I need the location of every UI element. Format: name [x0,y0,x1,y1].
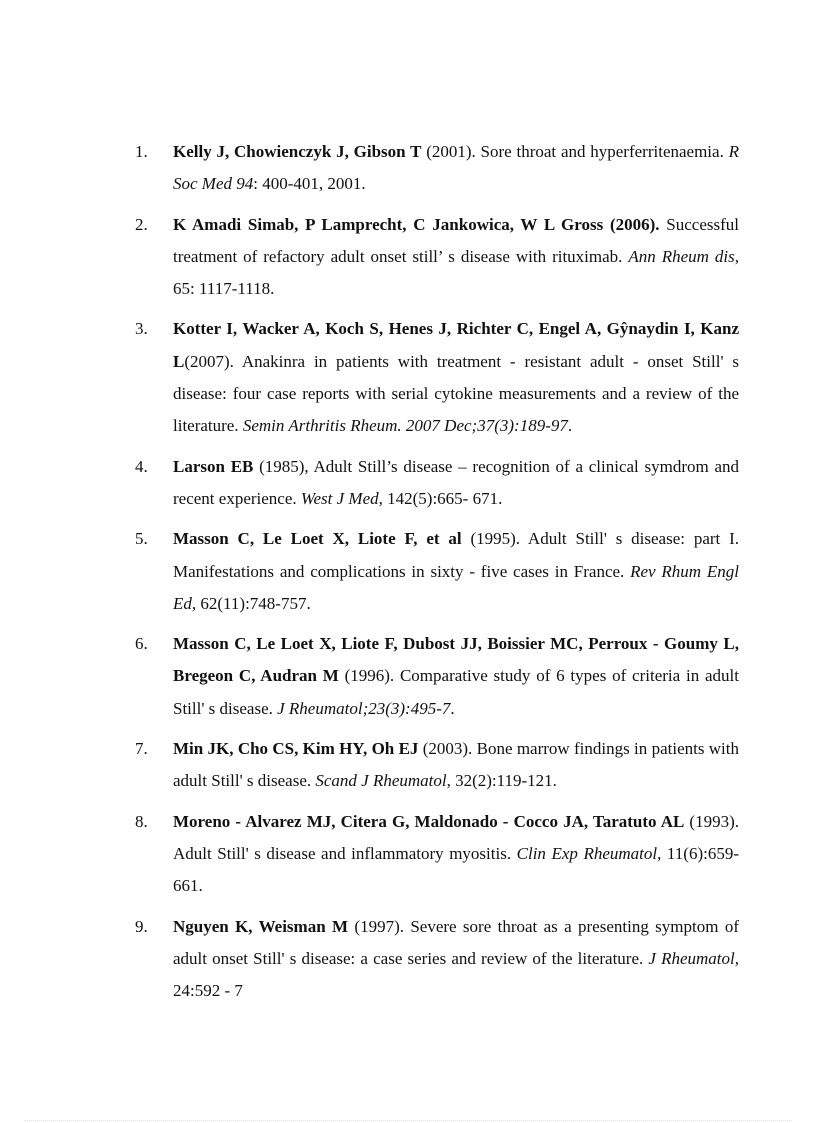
reference-text: (2007). Anakinra in patients with treatment - resistant adult - onset Still' s disease: four case reports with serial cytokine measurements and a review of the literature. [173,351,739,436]
reference-journal: Rev Rhum Engl Ed, [173,561,739,613]
reference-text: (1985), Adult Still’s disease – recognition of a clinical symdrom and recent experience. [173,456,739,508]
reference-authors: Kelly J, Chowienczyk J, Gibson T [173,142,422,161]
reference-authors: Nguyen K, Weisman M [173,916,349,936]
reference-authors: Masson C, Le Loet X, Liote F, et al [173,529,462,549]
page-bottom-divider [24,1120,792,1121]
reference-number: 4. [135,456,148,476]
reference-text: (1997). Severe sore throat as a presenting symptom of adult onset Still' s disease: a case series and review of the literature. [173,916,739,968]
reference-authors: Moreno - Alvarez MJ, Citera G, Maldonado - Cocco JA, Taratuto AL [173,811,685,831]
reference-authors: Kotter I, Wacker A, Koch S, Henes J, Richter C, Engel A, Gŷnaydin I, Kanz L [173,319,739,371]
reference-number: 7. [135,739,148,759]
reference-number: 5. [135,529,148,549]
reference-item-6 [133,628,739,725]
reference-item-7 [133,733,739,798]
reference-journal: Ann Rheum dis [628,246,735,266]
reference-citation: 24:592 - 7 [173,981,243,1001]
reference-text: Successful treatment of refactory adult onset still’ s disease with rituximab. [173,214,739,266]
reference-citation: , 32(2):119-121. [446,771,557,791]
reference-text: (1995). Adult Still' s disease: part I. Manifestations and complications in sixty - five cases in France. [173,529,739,581]
reference-journal: Semin Arthritis Rheum. 2007 Dec;37(3):189-97 [242,416,568,436]
reference-number: 6. [135,634,148,654]
reference-journal: J Rheumatol;23(3):495-7 [277,698,451,718]
reference-item-2 [133,209,739,306]
reference-number: 2. [135,214,148,234]
reference-item-9 [133,911,739,1008]
reference-authors: Masson C, Le Loet X, Liote F, Dubost JJ, Boissier MC, Perroux - Goumy L, Bregeon C, Audran M [173,634,739,686]
reference-item-3 [133,313,739,442]
reference-authors: Larson EB [173,456,254,476]
reference-number: 9. [135,916,148,936]
reference-text: (2003). Bone marrow findings in patients with adult Still' s disease. [173,739,739,791]
reference-item-1 [133,136,739,201]
reference-citation: : 400-401, 2001. [253,174,366,194]
reference-journal: Clin Exp Rheumatol [516,843,658,863]
reference-citation: , 11(6):659-661. [173,843,739,896]
reference-authors: K Amadi Simab, P Lamprecht, C Jankowica, W L Gross (2006). [173,214,660,234]
reference-number: 8. [135,811,148,831]
reference-journal: J Rheumatol, [648,948,739,968]
reference-citation: , 65: 1117-1118. [173,246,739,299]
reference-authors: Min JK, Cho CS, Kim HY, Oh EJ [173,739,419,759]
reference-text: (2001). Sore throat and hyperferritenaemia. [421,142,729,161]
reference-list [133,136,739,1015]
reference-journal: R Soc Med 94 [173,142,739,194]
reference-citation: . [567,416,573,436]
reference-number: 1. [135,142,148,161]
reference-number: 3. [135,319,148,339]
reference-item-4 [133,451,739,516]
reference-journal: Scand J Rheumatol [315,771,447,791]
reference-text: (1993). Adult Still' s disease and inflammatory myositis. [173,811,740,863]
reference-citation: , 142(5):665- 671. [378,488,503,508]
reference-item-5 [133,523,739,620]
reference-item-8 [133,806,739,903]
reference-text: (1996). Comparative study of 6 types of criteria in adult Still' s disease. [173,666,739,718]
reference-citation: . [450,698,455,718]
reference-citation: 62(11):748-757. [196,593,311,613]
reference-journal: West J Med [300,488,379,508]
